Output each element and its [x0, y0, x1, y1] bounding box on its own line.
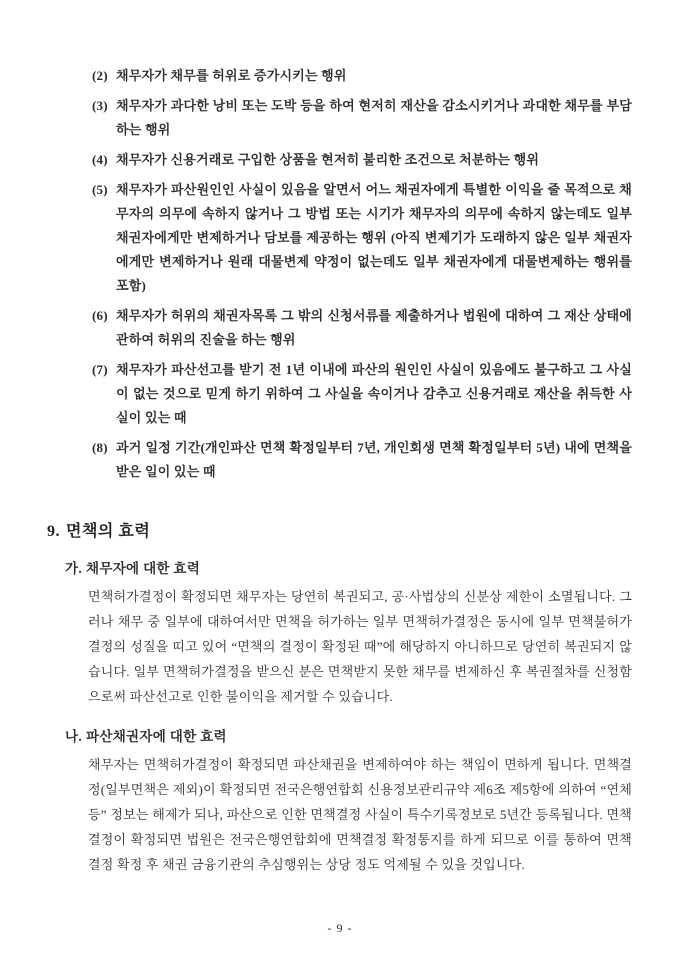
list-item-text: 채무자가 파산원인인 사실이 있음을 알면서 어느 채권자에게 특별한 이익을 줄 목적으로 채무자의 의무에 속하지 않거나 그 방법 또는 시기가 채무자의 의무에 속하지 않는데도 일부 채권자에게만 변제하거나 담보를 제공하는 행위 (아직 변제기가 도래하지 않은 일부 채권자에게만 변제하거나 원래 대물변제 약정이 없는데도 일부 채권자에게 대물변제하는 행위를 포함): [116, 182, 632, 293]
subsection-body: 면책허가결정이 확정되면 채무자는 당연히 복권되고, 공·사법상의 신분상 제한이 소멸됩니다. 그러나 채무 중 일부에 대하여서만 면책을 허가하는 일부 면책허가결정은 동시에 일부 면책불허가결정의 성질을 띠고 있어 “면책의 결정이 확정된 때”에 해당하지 아니하므로 당연히 복권되지 않습니다. 일부 면책허가결정을 받으신 분은 면책받지 못한 채무를 변제하신 후 복권절차를 신청함으로써 파산선고로 인한 불이익을 제거할 수 있습니다.: [88, 589, 632, 704]
subsection-title: [65, 557, 632, 581]
page-number: - 9 -: [327, 921, 353, 935]
section-heading: [47, 518, 632, 541]
list-item: [92, 64, 632, 88]
subsection-creditor-effect: [47, 725, 632, 877]
list-item: [92, 148, 632, 172]
subsection-title-text: 채무자에 대한 효력: [86, 561, 201, 576]
section-number: 9.: [47, 523, 60, 540]
subsection-label: 가.: [65, 561, 83, 576]
numbered-list: [47, 64, 632, 484]
subsection-title-text: 파산채권자에 대한 효력: [86, 729, 227, 744]
list-item-number: (3): [92, 98, 108, 113]
list-item-number: (5): [92, 182, 108, 197]
list-item-text: 채무자가 채무를 허위로 증가시키는 행위: [116, 68, 347, 83]
subsection-label: 나.: [65, 729, 83, 744]
section-title: 면책의 효력: [66, 523, 151, 540]
list-item-number: (7): [92, 362, 108, 377]
list-item: [92, 178, 632, 298]
list-item-text: 채무자가 신용거래로 구입한 상품을 현저히 불리한 조건으로 처분하는 행위: [116, 152, 540, 167]
list-item-text: 과거 일정 기간(개인파산 면책 확정일부터 7년, 개인회생 면책 확정일부터 5년) 내에 면책을 받은 일이 있는 때: [116, 440, 632, 479]
list-item-number: (8): [92, 440, 108, 455]
list-item-text: 채무자가 허위의 채권자목록 그 밖의 신청서류를 제출하거나 법원에 대하여 그 재산 상태에 관하여 허위의 진술을 하는 행위: [116, 308, 632, 347]
list-item-number: (2): [92, 68, 108, 83]
list-item-number: (6): [92, 308, 108, 323]
subsection-title: [65, 725, 632, 749]
list-item-text: 채무자가 과다한 낭비 또는 도박 등을 하여 현저히 재산을 감소시키거나 과대한 채무를 부담하는 행위: [116, 98, 632, 137]
list-item-number: (4): [92, 152, 108, 167]
list-item: [92, 358, 632, 430]
list-item: [92, 436, 632, 484]
list-item: [92, 304, 632, 352]
list-item: [92, 94, 632, 142]
list-item-text: 채무자가 파산선고를 받기 전 1년 이내에 파산의 원인인 사실이 있음에도 불구하고 그 사실이 없는 것으로 믿게 하기 위하여 그 사실을 속이거나 감추고 신용거래로 재산을 취득한 사실이 있는 때: [116, 362, 632, 425]
subsection-body: 채무자는 면책허가결정이 확정되면 파산채권을 변제하여야 하는 책임이 면하게 됩니다. 면책결정(일부면책은 제외)이 확정되면 전국은행연합회 신용정보관리규약 제6조 제5항에 의하여 “연체 등” 정보는 해제가 되나, 파산으로 인한 면책결정 사실이 특수기록정보로 5년간 등록됩니다. 면책결정이 확정되면 법원은 전국은행연합회에 면책결정 확정통지를 하게 되므로 이를 통하여 면책결정 확정 후 채권 금융기관의 추심행위는 상당 정도 억제될 수 있을 것입니다.: [88, 757, 632, 872]
subsection-debtor-effect: [47, 557, 632, 709]
